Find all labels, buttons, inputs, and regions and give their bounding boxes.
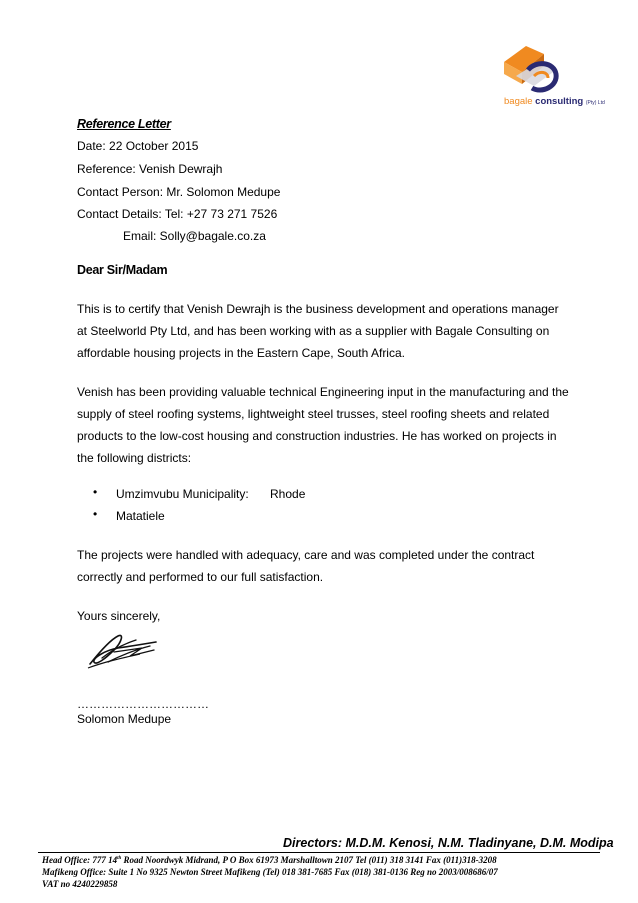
- mafikeng-office-address: Mafikeng Office: Suite 1 No 9325 Newton Street Mafikeng (Tel) 018 381-7685 Fax (018) 381-0136 Reg no 2003/008686/07: [42, 867, 498, 877]
- bullet-icon: •: [93, 507, 98, 521]
- signature-image: [84, 628, 164, 672]
- signature-line: ……………………………: [77, 697, 209, 711]
- paragraph2-line: Venish has been providing valuable technical Engineering input in the manufacturing and the: [77, 385, 569, 399]
- paragraph3-line: correctly and performed to our full satisfaction.: [77, 570, 324, 584]
- signatory-name: Solomon Medupe: [77, 712, 172, 726]
- list-item: Umzimvubu Municipality:: [116, 487, 249, 501]
- bullet-icon: •: [93, 485, 98, 499]
- date-line: Date: 22 October 2015: [77, 139, 199, 153]
- paragraph2-line: the following districts:: [77, 451, 192, 465]
- contact-person-line: Contact Person: Mr. Solomon Medupe: [77, 185, 281, 199]
- contact-details-line: Contact Details: Tel: +27 73 271 7526: [77, 207, 278, 221]
- list-item-value: Rhode: [270, 487, 306, 501]
- directors-line: Directors: M.D.M. Kenosi, N.M. Tladinyane, D.M. Modipa: [283, 836, 614, 850]
- paragraph2-line: supply of steel roofing systems, lightweight steel trusses, steel roofing sheets and related: [77, 407, 550, 421]
- letter-heading: Reference Letter: [77, 117, 171, 131]
- footer-divider: [38, 852, 600, 853]
- vat-number: VAT no 4240229858: [42, 879, 118, 889]
- head-office-address: Head Office: 777 14th Road Noordwyk Midrand, P O Box 61973 Marshalltown 2107 Tel (011) 318 3141 Fax (011)318-3208: [42, 855, 497, 865]
- paragraph1-line: affordable housing projects in the Eastern Cape, South Africa.: [77, 346, 405, 360]
- closing: Yours sincerely,: [77, 609, 161, 623]
- company-logo: [476, 40, 608, 116]
- reference-line: Reference: Venish Dewrajh: [77, 162, 223, 176]
- paragraph1-line: This is to certify that Venish Dewrajh is the business development and operations manager: [77, 302, 559, 316]
- list-item: Matatiele: [116, 509, 165, 523]
- paragraph2-line: products to the low-cost housing and construction industries. He has worked on projects in: [77, 429, 557, 443]
- paragraph1-line: at Steelworld Pty Ltd, and has been working with as a supplier with Bagale Consulting on: [77, 324, 550, 338]
- logo-mark-icon: [476, 40, 608, 100]
- salutation: Dear Sir/Madam: [77, 263, 168, 277]
- logo-wordmark: bagale consulting (Pty) Ltd: [504, 96, 605, 107]
- paragraph3-line: The projects were handled with adequacy, care and was completed under the contract: [77, 548, 535, 562]
- email-line: Email: Solly@bagale.co.za: [123, 229, 266, 243]
